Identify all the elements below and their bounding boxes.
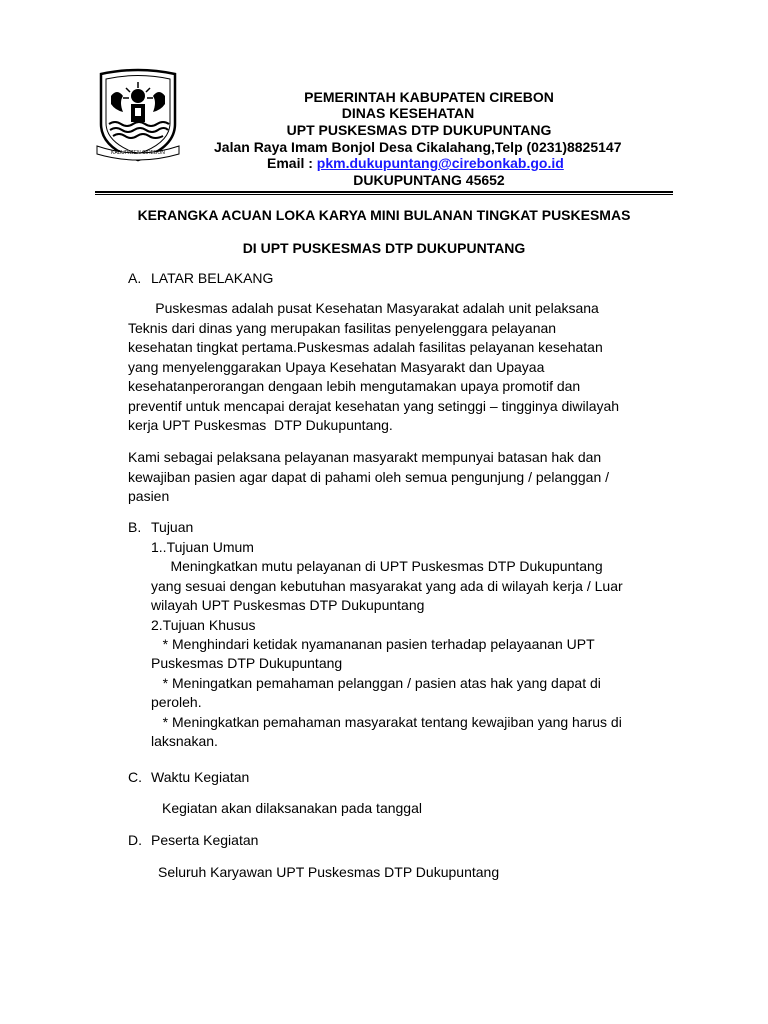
- section-a-paragraph-1-line: preventif untuk mencapai derajat kesehatan yang setinggi – tingginya diwilayah: [128, 397, 620, 414]
- section-a-paragraph-1-line: kesehatan tingkat pertama.Puskesmas adalah fasilitas pelayanan kesehatan: [128, 339, 603, 355]
- section-a-paragraph-1-line: yang menyelenggarakan Upaya Kesehatan Masyarakt dan Upayaa: [128, 358, 545, 375]
- section-b-content-line: * Menghindari ketidak nyamananan pasien terhadap pelayaanan UPT: [151, 636, 595, 652]
- section-b-content-line: peroleh.: [151, 694, 202, 711]
- section-b-content-line: laksnakan.: [151, 733, 218, 749]
- section-c-title: Waktu Kegiatan: [151, 769, 250, 785]
- svg-text:KABUPATEN CIREBON: KABUPATEN CIREBON: [111, 150, 165, 156]
- section-d-letter: D.: [128, 832, 142, 848]
- section-b-content-line: 2.Tujuan Khusus: [151, 616, 256, 633]
- section-a-paragraph-2-line: kewajiban pasien agar dapat di pahami oleh semua pengunjung / pelanggan /: [128, 468, 610, 485]
- email-link[interactable]: pkm.dukupuntang@cirebonkab.go.id: [316, 155, 564, 171]
- section-b-content-line: * Meningatkan pemahaman pelanggan / pasien atas hak yang dapat di: [151, 674, 601, 691]
- section-a-paragraph-1-line: Teknis dari dinas yang merupakan fasilitas penyelenggara pelayanan: [128, 319, 557, 336]
- section-b-content-line: wilayah UPT Puskesmas DTP Dukupuntang: [151, 597, 425, 614]
- letterhead-government: PEMERINTAH KABUPATEN CIREBON: [304, 89, 554, 105]
- section-a-paragraph-2-line: Kami sebagai pelaksana pelayanan masyarakt mempunyai batasan hak dan: [128, 449, 602, 465]
- section-b-content-line: 1..Tujuan Umum: [151, 539, 254, 555]
- section-d-title: Peserta Kegiatan: [151, 832, 259, 848]
- section-d-text: Seluruh Karyawan UPT Puskesmas DTP Dukupuntang: [158, 864, 500, 880]
- section-c-heading: [128, 769, 249, 785]
- letterhead-divider-thick: [95, 191, 673, 193]
- section-a-paragraph-1-line: kerja UPT Puskesmas DTP Dukupuntang.: [128, 417, 393, 433]
- section-b-heading: [128, 519, 193, 535]
- section-a-heading: [128, 270, 273, 286]
- section-b-letter: B.: [128, 519, 142, 535]
- letterhead-address: Jalan Raya Imam Bonjol Desa Cikalahang,Telp (0231)8825147: [214, 139, 622, 155]
- section-b-content-line: Puskesmas DTP Dukupuntang: [151, 655, 343, 672]
- letterhead-agency: DINAS KESEHATAN: [341, 105, 475, 121]
- section-b-content-line: Meningkatkan mutu pelayanan di UPT Puskesmas DTP Dukupuntang: [151, 558, 603, 575]
- section-a-paragraph-1-line: Puskesmas adalah pusat Kesehatan Masyarakat adalah unit pelaksana: [128, 300, 599, 316]
- section-b-title: Tujuan: [151, 519, 194, 535]
- letterhead-postal: DUKUPUNTANG 45652: [353, 172, 505, 188]
- section-a-title: LATAR BELAKANG: [151, 270, 274, 286]
- section-b-content-line: * Meningkatkan pemahaman masyarakat tentang kewajiban yang harus di: [151, 713, 622, 730]
- section-c-text: Kegiatan akan dilaksanakan pada tanggal: [162, 800, 422, 816]
- email-label: Email :: [267, 155, 313, 171]
- cirebon-coat-of-arms-logo: [93, 66, 183, 162]
- section-c-letter: C.: [128, 769, 142, 785]
- document-title: KERANGKA ACUAN LOKA KARYA MINI BULANAN TINGKAT PUSKESMAS: [137, 207, 631, 223]
- section-a-paragraph-1-line: kesehatanperorangan dengaan lebih mengutamakan upaya promotif dan: [128, 378, 581, 394]
- section-d-heading: [128, 832, 258, 848]
- letterhead-unit: UPT PUSKESMAS DTP DUKUPUNTANG: [286, 122, 552, 138]
- section-a-paragraph-2-line: pasien: [128, 488, 170, 504]
- letterhead-divider-thin: [95, 194, 673, 195]
- section-a-letter: A.: [128, 270, 142, 286]
- letterhead-email-line: [267, 154, 564, 172]
- document-subtitle: DI UPT PUSKESMAS DTP DUKUPUNTANG: [242, 240, 526, 256]
- section-b-content-line: yang sesuai dengan kebutuhan masyarakat yang ada di wilayah kerja / Luar: [151, 577, 623, 594]
